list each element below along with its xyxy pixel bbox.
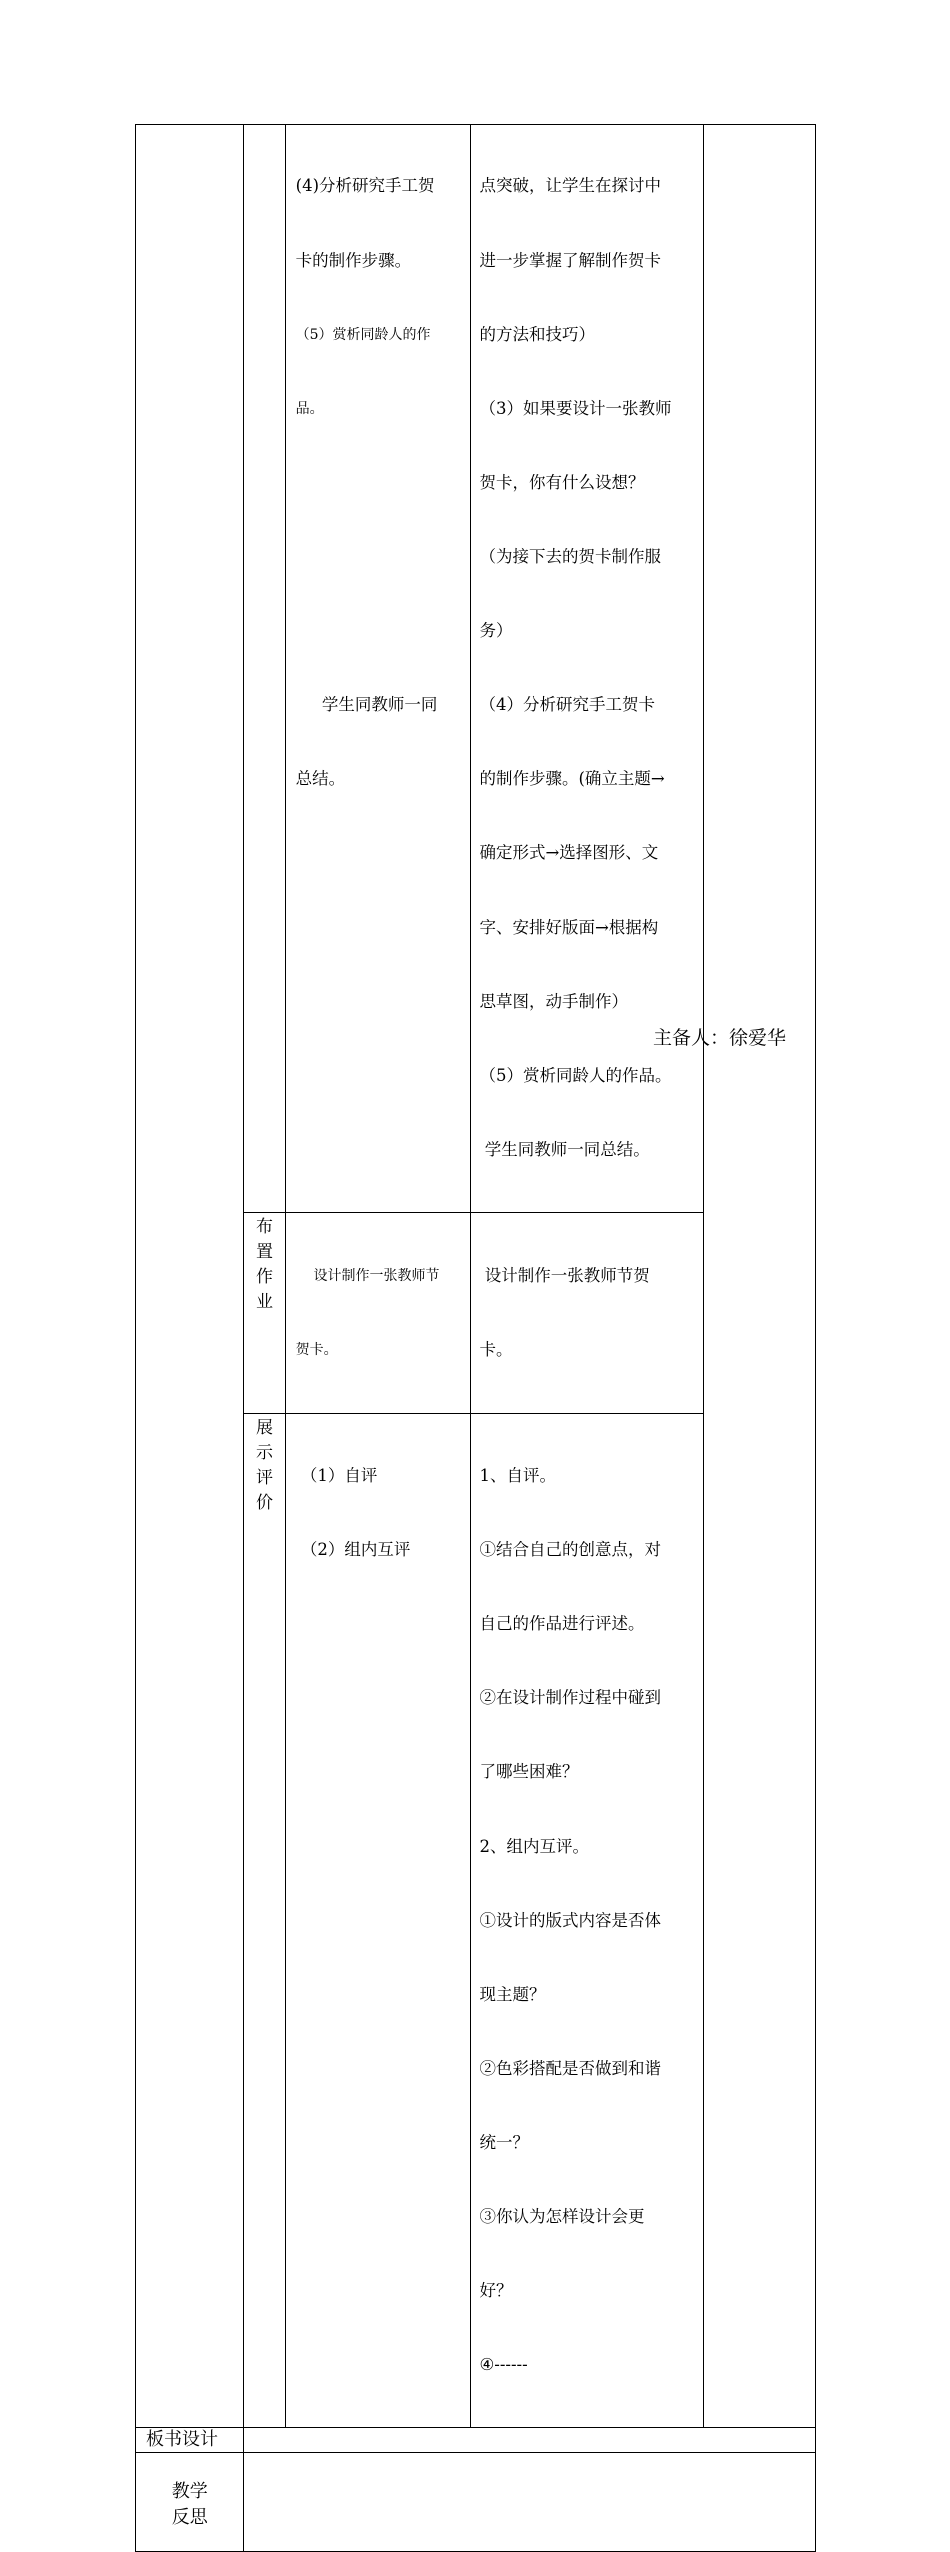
table-row-reflection [136,2453,816,2552]
homework-student-text: 设计制作一张教师节 贺卡。 [295,1268,440,1359]
homework-teacher-text: 设计制作一张教师节贺 卡。 [479,1266,650,1360]
lesson-plan-table [135,124,816,2552]
homework-student-cell [285,1212,471,1413]
homework-teacher-cell [471,1212,704,1413]
label-cell-evaluation: 展 示 评 价 [244,1413,285,2428]
label-cell-homework: 布 置 作 业 [244,1212,285,1413]
stage-cell [136,125,244,2428]
label-cell-steps [244,125,285,1213]
evaluation-teacher-cell [471,1413,704,2428]
evaluation-teacher-text: 1、自评。 ①结合自己的创意点，对 自己的作品进行评述。 ②在设计制作过程中碰到 了哪些困难？ 2、组内互评。 ①设计的版式内容是否体 现主题？ ②色彩搭配是否做到和谐 统一？ ③你认为怎样设计会更 好？ ④------ [479,1465,661,2375]
reflection-content [244,2453,816,2552]
board-design-content [244,2428,816,2453]
board-design-label: 板书设计 [136,2428,244,2453]
evaluation-student-cell [285,1413,471,2428]
teacher-activity-text: 点突破，让学生在探讨中 进一步掌握了解制作贺卡 的方法和技巧） （3）如果要设计一张教师 贺卡，你有什么设想？ （为接下去的贺卡制作服 务） （4）分析研究手工贺卡 的制作步骤。(确立主题→ 确定形式→选择图形、文 字、安排好版面→根据构 思草图，动手制作） （5）赏析同龄人的作品。 学生同教师一同总结。 [479,176,672,1159]
student-activity-cell [285,125,471,1213]
notes-cell [704,125,816,2428]
student-activity-text: (4)分析研究手工贺 卡的制作步骤。 （5）赏析同龄人的作 品。 学生同教师一同 总结。 [295,176,438,789]
author-signature: 主备人：徐爱华 [653,1027,787,1049]
evaluation-student-text: （1）自评 （2）组内互评 [295,1465,411,1560]
table-row-board-design [136,2428,816,2453]
reflection-label: 教学 反思 [136,2453,244,2552]
